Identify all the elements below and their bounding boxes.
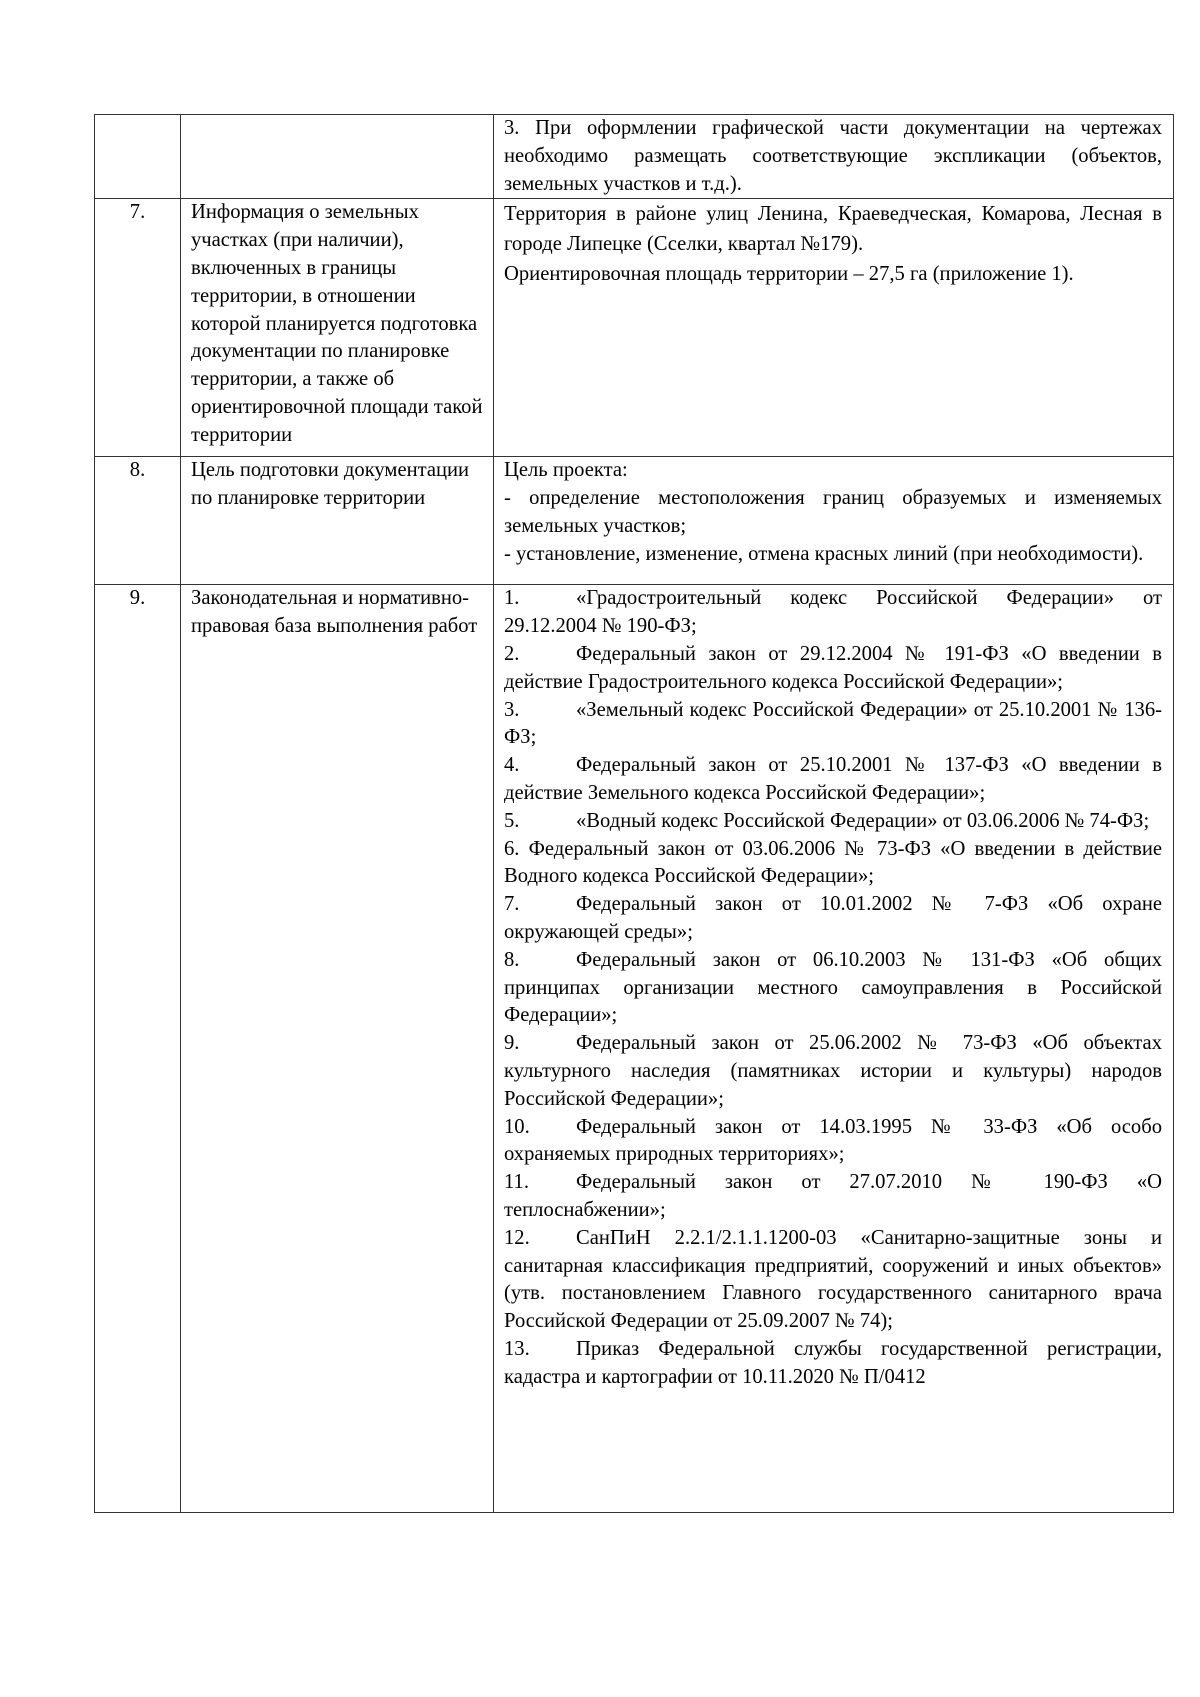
row-title-cell: [181, 199, 494, 457]
row-title: Информация о земельных участках (при наличии), включенных в границы территории, в отношении которой планируется подготовка документации по планировке территории, а также об ориентировочной площади такой территории: [191, 201, 483, 446]
row-title-cell: [181, 457, 494, 585]
law-item: [504, 947, 1162, 1030]
law-item: [504, 585, 1162, 641]
law-number: 13.: [504, 1337, 530, 1360]
law-item: [504, 891, 1162, 947]
law-item: [504, 697, 1162, 753]
law-text: Федеральный закон от 03.06.2006 № 73-ФЗ «О введении в действие Водного кодекса Российской Федерации»;: [504, 837, 1162, 888]
table-row: [95, 115, 1174, 199]
law-number: 12.: [504, 1226, 530, 1249]
row-content-cell: [494, 585, 1174, 1513]
law-text: Приказ Федеральной службы государственной регистрации, кадастра и картографии от 10.11.2020 № П/0412: [504, 1337, 1162, 1388]
row-number-cell: [95, 199, 181, 457]
law-item: [504, 1336, 1162, 1392]
requirements-table: [94, 114, 1174, 1513]
law-text: Федеральный закон от 27.07.2010 № 190-ФЗ «О теплоснабжении»;: [504, 1171, 1162, 1221]
law-text: «Градостроительный кодекс Российской Федерации» от 29.12.2004 № 190-ФЗ;: [504, 587, 1162, 638]
row-number-cell: [95, 457, 181, 585]
row-title-cell: [181, 585, 494, 1513]
law-item: [504, 1169, 1162, 1225]
row-number: 7.: [129, 201, 146, 224]
row-title: Цель подготовки документации по планировке территории: [191, 459, 470, 510]
content-paragraph: - определение местоположения границ образуемых и изменяемых земельных участков;: [504, 487, 1162, 537]
table-row: [95, 199, 1174, 457]
law-text: Федеральный закон от 25.06.2002 № 73-ФЗ «Об объектах культурного наследия (памятниках истории и культуры) народов Российской Федерации»;: [504, 1032, 1162, 1110]
row-content-cell: [494, 199, 1174, 457]
law-number: 5.: [504, 809, 520, 832]
row-title: Законодательная и нормативно-правовая база выполнения работ: [191, 587, 478, 638]
law-item: [504, 1114, 1162, 1170]
table-row: [95, 585, 1174, 1513]
law-item: [504, 808, 1162, 836]
law-item: [504, 1225, 1162, 1336]
row-number: 8.: [129, 459, 146, 482]
law-item: [504, 836, 1162, 892]
content-paragraph: Ориентировочная площадь территории – 27,5 га (приложение 1).: [504, 263, 1074, 286]
content-paragraph: Цель проекта:: [504, 459, 628, 482]
law-number: 3.: [504, 698, 520, 721]
law-text: Федеральный закон от 10.01.2002 № 7-ФЗ «Об охране окружающей среды»;: [504, 893, 1162, 943]
row-number-cell: [95, 585, 181, 1513]
law-number: 8.: [504, 948, 520, 971]
law-item: [504, 641, 1162, 697]
law-number: 11.: [504, 1171, 529, 1194]
law-text: Федеральный закон от 29.12.2004 № 191-ФЗ «О введении в действие Градостроительного кодекса Российской Федерации»;: [504, 642, 1162, 693]
row-content-cell: [494, 457, 1174, 585]
law-number: 1.: [504, 587, 520, 610]
row-number: 9.: [129, 587, 146, 610]
row-title-cell: [181, 115, 494, 199]
law-number: 6.: [504, 837, 520, 860]
row-number-cell: [95, 115, 181, 199]
law-text: «Водный кодекс Российской Федерации» от 03.06.2006 № 74-ФЗ;: [576, 809, 1150, 832]
content-paragraph: Территория в районе улиц Ленина, Краеведческая, Комарова, Лесная в городе Липецке (Сселки, квартал №179).: [504, 203, 1162, 256]
content-paragraph: - установление, изменение, отмена красных линий (при необходимости).: [504, 542, 1144, 565]
row-content-cell: [494, 115, 1174, 199]
law-number: 2.: [504, 642, 520, 665]
law-number: 4.: [504, 754, 520, 777]
law-number: 9.: [504, 1032, 520, 1055]
law-item: [504, 1030, 1162, 1113]
law-text: Федеральный закон от 14.03.1995 № 33-ФЗ «Об особо охраняемых природных территориях»;: [504, 1115, 1162, 1166]
law-text: «Земельный кодекс Российской Федерации» от 25.10.2001 № 136-ФЗ;: [504, 698, 1162, 749]
law-text: Федеральный закон от 06.10.2003 № 131-ФЗ «Об общих принципах организации местного самоуправления в Российской Федерации»;: [504, 948, 1162, 1027]
table-row: [95, 457, 1174, 585]
law-item: [504, 752, 1162, 808]
law-number: 10.: [504, 1115, 530, 1138]
law-text: СанПиН 2.2.1/2.1.1.1200-03 «Санитарно-защитные зоны и санитарная классификация предприятий, сооружений и иных объектов» (утв. постановлением Главного государственного санитарного врача Российской Федерации от 25.09.2007 № 74);: [504, 1226, 1162, 1333]
content-paragraph: 3. При оформлении графической части документации на чертежах необходимо размещать соответствующие экспликации (объектов, земельных участков и т.д.).: [504, 117, 1162, 195]
law-text: Федеральный закон от 25.10.2001 № 137-ФЗ «О введении в действие Земельного кодекса Российской Федерации»;: [504, 754, 1162, 804]
law-number: 7.: [504, 893, 520, 916]
